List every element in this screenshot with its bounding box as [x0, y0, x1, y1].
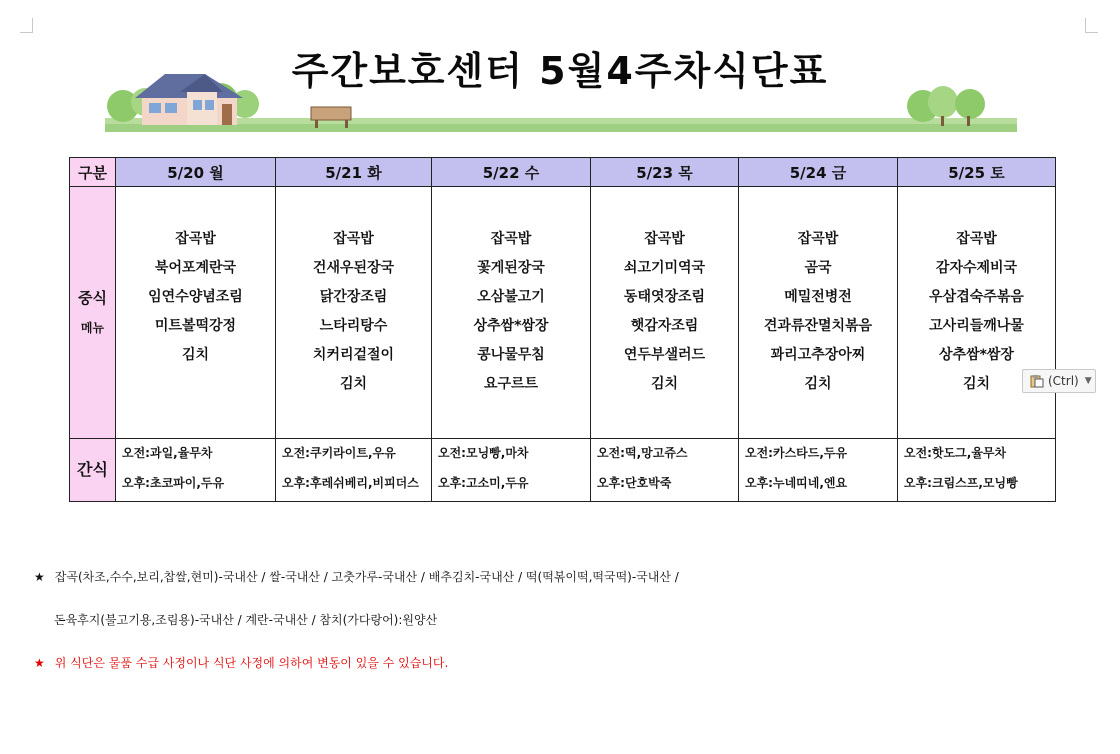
- menu-item: 김치: [962, 376, 991, 392]
- origin-note-text: 잡곡(차조,수수,보리,찹쌀,현미)-국내산 / 쌀-국내산 / 고춧가루-국내산 / 배추김치-국내산 / 떡(떡볶이떡,떡국떡)-국내산 /: [54, 570, 679, 584]
- snack-cell: [898, 439, 1056, 502]
- snack-cell: [591, 439, 739, 502]
- menu-item: 치커리겉절이: [312, 347, 395, 363]
- lunch-row-label: [70, 187, 116, 439]
- menu-item: 잡곡밥: [175, 231, 216, 247]
- menu-item: 쇠고기미역국: [623, 260, 706, 276]
- snack-cell: [739, 439, 898, 502]
- snack-am: 오전:카스타드,두유: [745, 446, 848, 460]
- snack-row-label: 간식: [70, 439, 116, 502]
- menu-item: 건새우된장국: [312, 260, 395, 276]
- origin-note-line-1: [34, 568, 679, 585]
- snack-pm: 오후:누네띠네,엔요: [745, 476, 848, 490]
- lunch-cell: [739, 187, 898, 439]
- change-warning: [34, 654, 448, 671]
- menu-item: 고사리들깨나물: [929, 318, 1024, 334]
- snack-pm: 오후:고소미,두유: [438, 476, 529, 490]
- header-day: 5/25 토: [898, 158, 1056, 187]
- snack-am: 오전:모닝빵,마차: [438, 446, 529, 460]
- header-day: 5/22 수: [432, 158, 591, 187]
- menu-item: 감자수제비국: [935, 260, 1018, 276]
- paste-options-label: (Ctrl): [1048, 374, 1079, 388]
- menu-item: 우삼겹숙주볶음: [929, 289, 1024, 305]
- header-day: 5/21 화: [276, 158, 432, 187]
- menu-item: 상추쌈*쌈장: [473, 318, 549, 334]
- menu-item: 견과류잔멸치볶음: [763, 318, 873, 334]
- menu-item: 꽈리고추장아찌: [770, 347, 866, 363]
- star-icon: ★: [34, 656, 45, 670]
- snack-pm: 오후:후레쉬베리,비피더스: [282, 476, 419, 490]
- menu-item: 잡곡밥: [333, 231, 374, 247]
- menu-item: 상추쌈*쌈장: [939, 347, 1014, 363]
- menu-item: 잡곡밥: [797, 231, 839, 247]
- menu-item: 잡곡밥: [490, 231, 532, 247]
- table-header-row: [70, 158, 1056, 187]
- menu-item: 김치: [804, 376, 832, 392]
- chevron-down-icon: ▼: [1084, 376, 1092, 386]
- page-corner-top-left: [20, 18, 33, 33]
- menu-item: 잡곡밥: [644, 231, 685, 247]
- menu-item: 연두부샐러드: [623, 347, 706, 363]
- snack-pm: 오후:초코파이,두유: [122, 476, 225, 490]
- meal-table: [69, 157, 1056, 502]
- lunch-cell: [898, 187, 1056, 439]
- snack-cell: [116, 439, 276, 502]
- title-banner: [105, 40, 1017, 136]
- menu-item: 김치: [339, 376, 368, 392]
- lunch-sublabel: 메뉴: [80, 320, 105, 335]
- snack-row: [70, 439, 1056, 502]
- menu-item: 메밀전병전: [784, 289, 852, 305]
- snack-pm: 오후:단호박죽: [597, 476, 672, 490]
- header-day: 5/24 금: [739, 158, 898, 187]
- menu-item: 느타리탕수: [319, 318, 388, 334]
- lunch-cell: [116, 187, 276, 439]
- menu-item: 햇감자조림: [630, 318, 699, 334]
- snack-pm: 오후:크림스프,모닝빵: [904, 476, 1018, 490]
- snack-cell: [432, 439, 591, 502]
- menu-item: 요구르트: [483, 376, 539, 392]
- page-title: 주간보호센터 5월4주차식단표: [291, 49, 829, 93]
- menu-item: 콩나물무침: [477, 347, 545, 363]
- menu-item: 오삼불고기: [477, 289, 545, 305]
- star-icon: ★: [34, 570, 45, 584]
- snack-am: 오전:쿠키라이트,우유: [282, 446, 396, 460]
- header-category: 구분: [70, 158, 116, 187]
- header-day: 5/23 목: [591, 158, 739, 187]
- origin-note-line-2: 돈육후지(불고기용,조림용)-국내산 / 계란-국내산 / 참치(가다랑어):원양산: [54, 613, 438, 627]
- snack-am: 오전:떡,망고쥬스: [597, 446, 688, 460]
- menu-item: 김치: [181, 347, 210, 363]
- menu-item: 북어포계란국: [154, 260, 237, 276]
- lunch-cell: [432, 187, 591, 439]
- lunch-cell: [591, 187, 739, 439]
- menu-item: 동태엿장조림: [623, 289, 706, 305]
- menu-item: 잡곡밥: [956, 231, 997, 247]
- menu-item: 미트볼떡강정: [154, 318, 237, 334]
- snack-am: 오전:핫도그,율무차: [904, 446, 1007, 460]
- menu-item: 곰국: [804, 260, 832, 276]
- menu-item: 닭간장조림: [319, 289, 388, 305]
- menu-item: 김치: [650, 376, 679, 392]
- lunch-cell: [276, 187, 432, 439]
- clipboard-icon: [1030, 374, 1044, 388]
- page-corner-top-right: [1085, 18, 1098, 33]
- change-warning-text: 위 식단은 물품 수급 사정이나 식단 사정에 의하여 변동이 있을 수 있습니다.: [54, 656, 449, 670]
- snack-am: 오전:과일,율무차: [122, 446, 213, 460]
- snack-cell: [276, 439, 432, 502]
- paste-options-button[interactable]: [1022, 369, 1096, 393]
- header-day: 5/20 월: [116, 158, 276, 187]
- lunch-row: [70, 187, 1056, 439]
- menu-item: 임연수양념조림: [148, 289, 243, 305]
- lunch-label: 중식: [78, 288, 107, 307]
- menu-item: 꽃게된장국: [477, 260, 545, 276]
